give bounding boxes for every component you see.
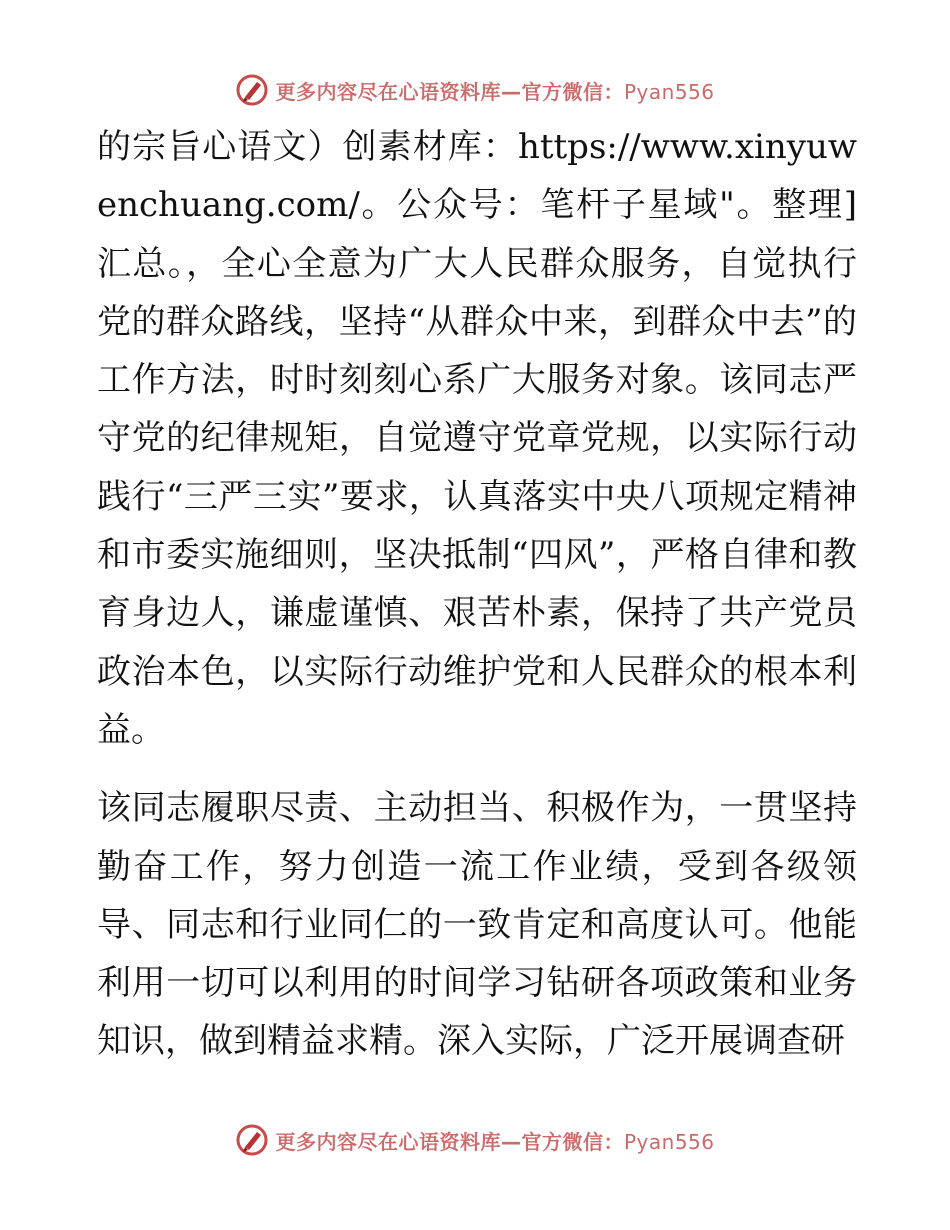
header-watermark — [0, 70, 950, 110]
body-paragraph: 的宗旨心语文）创素材库：https://www.xinyuwenchuang.com/。公众号：笔杆子星域"。整理]汇总。，全心全意为广大人民群众服务，自觉执行党的群众路线，坚持“从群众中来，到群众中去”的工作方法，时时刻刻心系广大服务对象。该同志严守党的纪律规矩，自觉遵守党章党规，以实际行动践行“三严三实”要求，认真落实中央八项规定精神和市委实施细则，坚决抵制“四风”，严格自律和教育身边人，谦虚谨慎、艰苦朴素，保持了共产党员政治本色，以实际行动维护党和人民群众的根本利益。 — [97, 127, 857, 750]
body-paragraph: 该同志履职尽责、主动担当、积极作为，一贯坚持勤奋工作，努力创造一流工作业绩，受到各级领导、同志和行业同仁的一致肯定和高度认可。他能利用一切可以利用的时间学习钻研各项政策和业务知识，做到精益求精。深入实际，广泛开展调查研 — [97, 788, 857, 1062]
footer-watermark — [0, 1120, 950, 1160]
document-body — [97, 118, 857, 1071]
watermark-text: 更多内容尽在心语资料库—官方微信：Pyan556 — [275, 79, 715, 104]
watermark-text: 更多内容尽在心语资料库—官方微信：Pyan556 — [275, 1129, 715, 1154]
pen-logo-icon — [235, 73, 269, 107]
pen-logo-icon — [235, 1123, 269, 1157]
